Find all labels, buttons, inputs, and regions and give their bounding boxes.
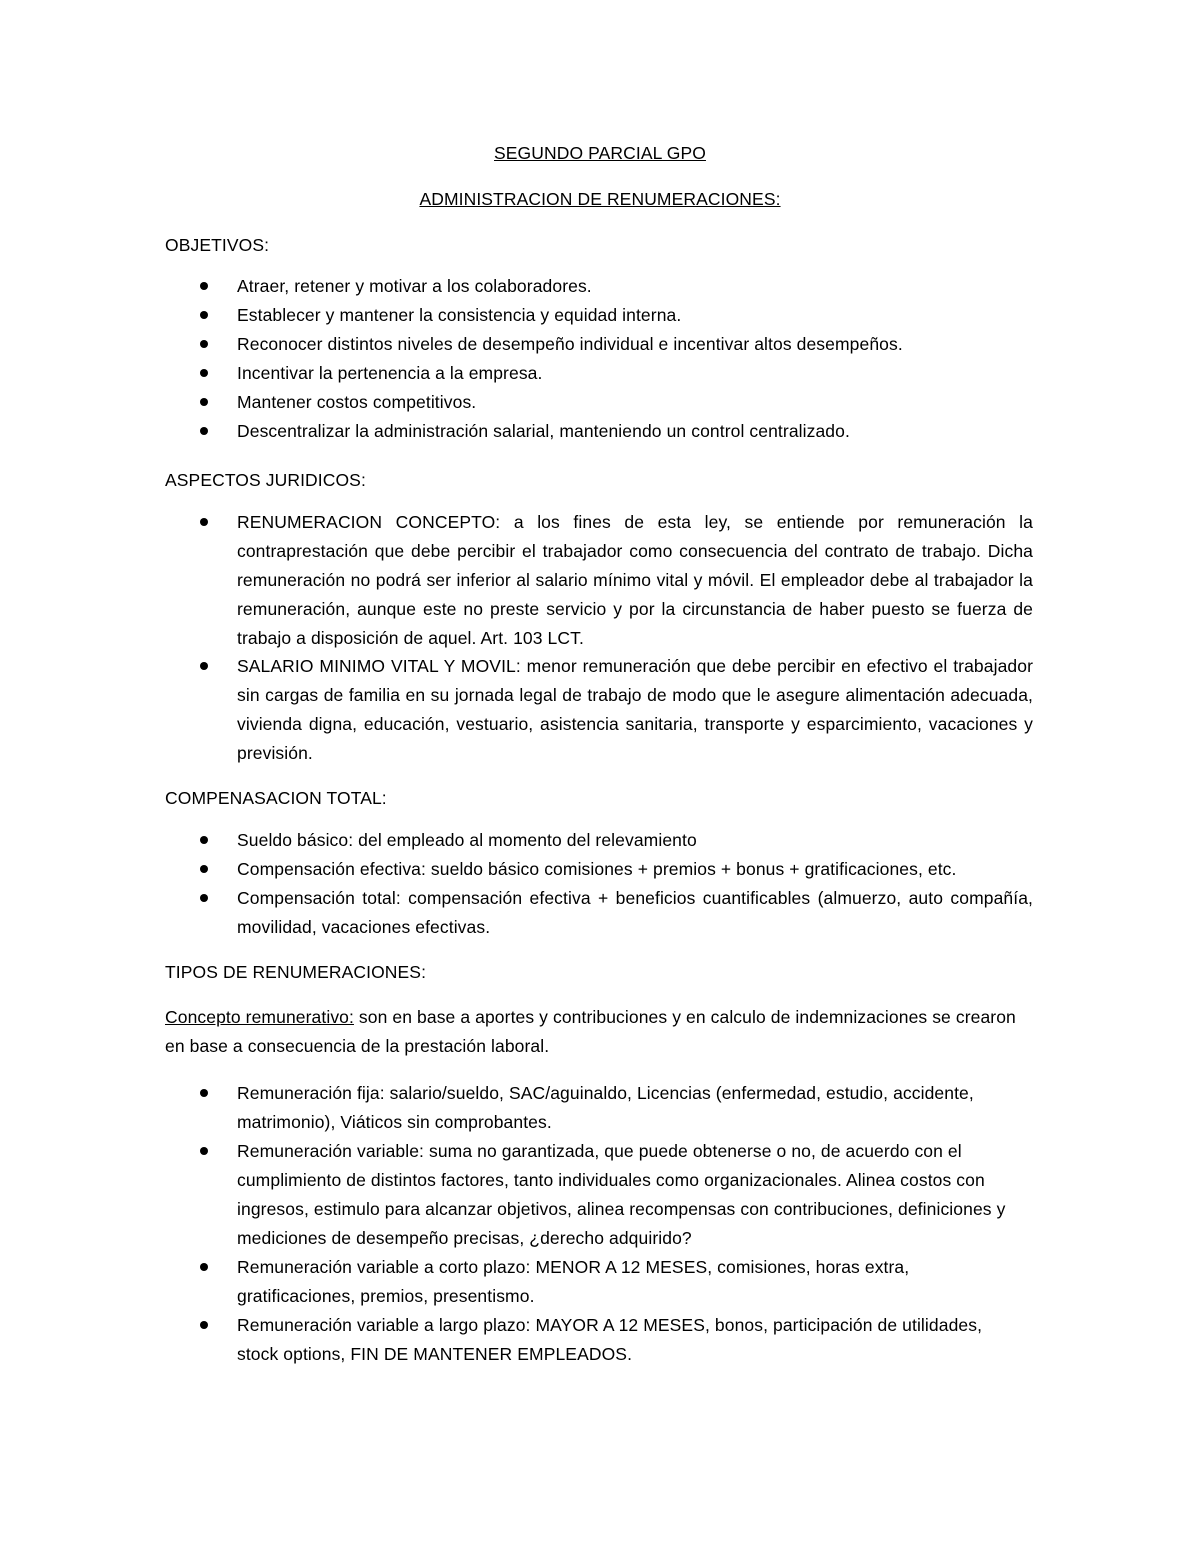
list-item: Compensación total: compensación efectiva + beneficios cuantificables (almuerzo, auto compañía, movilidad, vacaciones efectivas. — [237, 888, 1033, 937]
concepto-remunerativo-text: son en base a aportes y contribuciones y en calculo de indemnizaciones se crearon en base a consecuencia de la prestación laboral. — [165, 1007, 1016, 1056]
document-subtitle: ADMINISTRACION DE RENUMERACIONES: — [419, 189, 781, 209]
bullet-icon — [200, 340, 208, 348]
list-item: Remuneración fija: salario/sueldo, SAC/aguinaldo, Licencias (enfermedad, estudio, accidente, matrimonio), Viáticos sin comprobantes. — [237, 1083, 974, 1132]
list-item: Reconocer distintos niveles de desempeño individual e incentivar altos desempeños. — [237, 334, 903, 354]
section-heading-tipos: TIPOS DE RENUMERACIONES: — [165, 962, 427, 982]
document-title: SEGUNDO PARCIAL GPO — [494, 143, 706, 163]
list-item: Atraer, retener y motivar a los colaboradores. — [237, 276, 592, 296]
list-item: Incentivar la pertenencia a la empresa. — [237, 363, 543, 383]
list-item: Compensación efectiva: sueldo básico comisiones + premios + bonus + gratificaciones, etc. — [237, 859, 957, 879]
bullet-icon — [200, 311, 208, 319]
list-item: Remuneración variable a corto plazo: MENOR A 12 MESES, comisiones, horas extra, gratificaciones, premios, presentismo. — [237, 1257, 910, 1306]
bullet-icon — [200, 865, 208, 873]
list-item: SALARIO MINIMO VITAL Y MOVIL: menor remuneración que debe percibir en efectivo el trabajador sin cargas de familia en su jornada legal de trabajo de modo que le asegure alimentación adecuada, vivienda digna, educación, vestuario, asistencia sanitaria, transporte y esparcimiento, vacaciones y previsión. — [237, 656, 1033, 763]
bullet-icon — [200, 1263, 208, 1271]
section-heading-compensacion-total: COMPENASACION TOTAL: — [165, 788, 387, 808]
list-item: RENUMERACION CONCEPTO: a los fines de esta ley, se entiende por remuneración la contraprestación que debe percibir el trabajador como consecuencia del contrato de trabajo. Dicha remuneración no podrá ser inferior al salario mínimo vital y móvil. El empleador debe al trabajador la remuneración, aunque este no preste servicio y por la circunstancia de haber puesto se fuerza de trabajo a disposición de aquel. Art. 103 LCT. — [237, 512, 1033, 648]
bullet-icon — [200, 1147, 208, 1155]
bullet-icon — [200, 369, 208, 377]
bullet-icon — [200, 398, 208, 406]
bullet-icon — [200, 894, 208, 902]
bullet-icon — [200, 427, 208, 435]
bullet-icon — [200, 282, 208, 290]
list-item: Sueldo básico: del empleado al momento del relevamiento — [237, 830, 697, 850]
section-heading-objetivos: OBJETIVOS: — [165, 235, 270, 255]
bullet-icon — [200, 1321, 208, 1329]
bullet-icon — [200, 518, 208, 526]
list-item: Establecer y mantener la consistencia y equidad interna. — [237, 305, 682, 325]
bullet-icon — [200, 662, 208, 670]
bullet-icon — [200, 836, 208, 844]
concepto-remunerativo-paragraph — [165, 1003, 1025, 1061]
concepto-remunerativo-label: Concepto remunerativo: — [165, 1007, 354, 1027]
list-item: Mantener costos competitivos. — [237, 392, 477, 412]
list-item: Remuneración variable a largo plazo: MAYOR A 12 MESES, bonos, participación de utilidades, stock options, FIN DE MANTENER EMPLEADOS. — [237, 1315, 983, 1364]
section-heading-aspectos-juridicos: ASPECTOS JURIDICOS: — [165, 470, 366, 490]
list-item: Remuneración variable: suma no garantizada, que puede obtenerse o no, de acuerdo con el cumplimiento de distintos factores, tanto individuales como organizacionales. Alinea costos con ingresos, estimulo para alcanzar objetivos, alinea recompensas con contribuciones, definiciones y mediciones de desempeño precisas, ¿derecho adquirido? — [237, 1141, 1006, 1248]
bullet-icon — [200, 1089, 208, 1097]
list-item: Descentralizar la administración salarial, manteniendo un control centralizado. — [237, 421, 850, 441]
